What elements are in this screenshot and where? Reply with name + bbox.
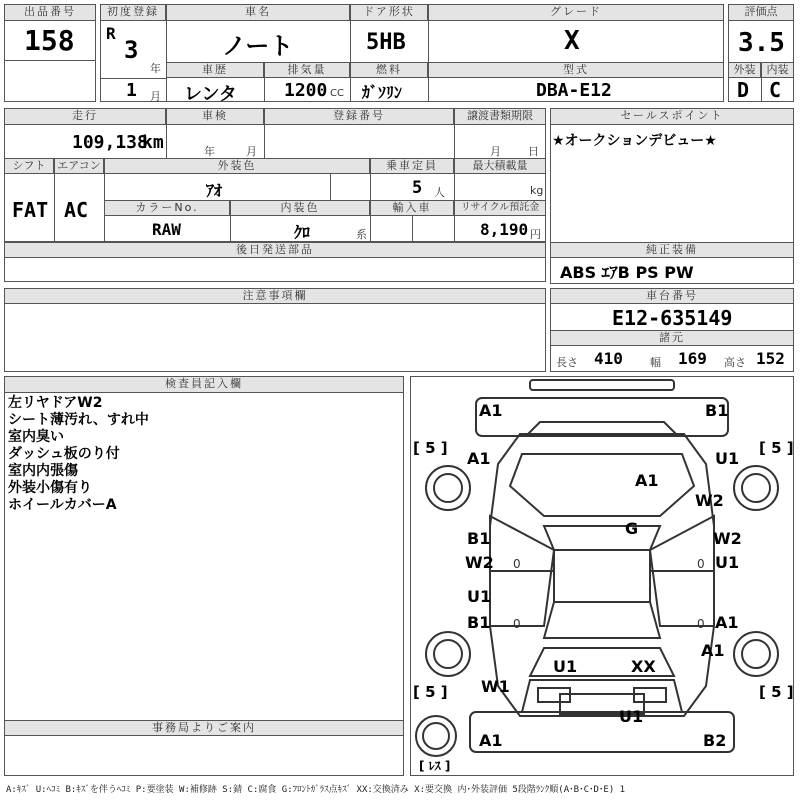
displacement-header: 排気量	[264, 62, 350, 78]
inspector-note: 左リヤドアW2	[8, 395, 103, 411]
left-rear-door-code-3: 0	[513, 617, 521, 631]
tire-front-left: [ 5 ]	[413, 439, 448, 457]
door-type: 5HB	[366, 30, 406, 55]
lot-number-header: 出品番号	[4, 4, 96, 21]
tire-front-right-value: 5	[771, 439, 782, 457]
reg-year: 3	[124, 36, 139, 64]
recycle-fee: 8,190	[480, 220, 529, 239]
year-unit: 年	[150, 62, 161, 75]
right-front-door-code-1: W2	[713, 529, 742, 548]
later-parts-header: 後日発送部品	[4, 242, 546, 258]
displacement: 1200	[284, 80, 328, 101]
fuel-header: 燃料	[350, 62, 428, 78]
specs-header: 諸元	[550, 330, 794, 346]
office-header: 事務局よりご案内	[4, 720, 404, 736]
left-rear-door-code-1: U1	[467, 587, 492, 606]
rear-bumper-right-code: B2	[703, 731, 727, 750]
sales-point: ★オークションデビュー★	[552, 133, 717, 149]
genuine-equip: ABS ｴｱB PS PW	[560, 263, 694, 282]
score: 3.5	[738, 28, 785, 58]
tire-rear-left-value: 5	[425, 683, 436, 701]
ext-color-header: 外装色	[104, 158, 370, 174]
right-rear-door-code-2: A1	[715, 613, 739, 632]
spec-length: 410	[594, 349, 623, 368]
front-right-code: B1	[705, 401, 729, 420]
left-front-fender-code: A1	[467, 449, 491, 468]
genuine-equip-header: 純正装備	[550, 242, 794, 258]
capacity-unit: 人	[434, 186, 445, 199]
month-unit: 月	[150, 90, 161, 103]
inspector-header: 検査員記入欄	[4, 376, 404, 393]
spec-height-label: 高さ	[724, 356, 746, 369]
spec-width: 169	[678, 349, 707, 368]
right-front-door-code-3: 0	[697, 557, 705, 571]
fuel: ｶﾞｿﾘﾝ	[362, 83, 403, 102]
chassis-number: E12-635149	[612, 306, 733, 330]
capacity: 5	[412, 178, 423, 198]
displacement-unit: CC	[330, 88, 344, 99]
max-load-header: 最大積載量	[454, 158, 546, 174]
model-header: 型式	[428, 62, 724, 78]
inspector-note: ホイールカバーA	[8, 497, 117, 513]
exterior-grade: D	[737, 78, 750, 102]
chassis-header: 車台番号	[550, 288, 794, 304]
spec-length-label: 長さ	[556, 356, 578, 369]
inspector-note: 室内内張傷	[8, 463, 78, 479]
mileage-unit: km	[142, 132, 164, 153]
exterior-header: 外装	[728, 62, 761, 78]
mileage: 109,138	[72, 132, 148, 153]
lot-number: 158	[24, 24, 75, 57]
left-rear-fender-code: W1	[481, 677, 510, 696]
load-unit: kg	[530, 184, 544, 197]
trunk-left-code: U1	[553, 657, 578, 676]
inspector-note: 室内臭い	[8, 429, 64, 445]
tire-rear-right-value: 5	[771, 683, 782, 701]
reg-month: 1	[126, 80, 137, 101]
interior-grade: C	[769, 78, 782, 102]
aircon: AC	[64, 198, 89, 222]
import-header: 輸入車	[370, 200, 454, 216]
aircon-header: エアコン	[54, 158, 104, 174]
left-front-door-code-3: 0	[513, 557, 521, 571]
grade: X	[564, 26, 580, 56]
tire-rear-right: [ 5 ]	[759, 683, 794, 701]
front-bumper-code: A1	[479, 401, 503, 420]
shift-header: シフト	[4, 158, 54, 174]
left-front-door-code-2: W2	[465, 553, 494, 572]
inspection-year-unit: 年	[204, 145, 215, 158]
right-front-fender-code: U1	[715, 449, 740, 468]
right-fender-code-2: W2	[695, 491, 724, 510]
sales-point-header: セールスポイント	[550, 108, 794, 125]
right-rear-door-code-1: 0	[697, 617, 705, 631]
spec-width-label: 幅	[650, 356, 661, 369]
rear-panel-code: U1	[619, 707, 644, 726]
left-front-door-code-1: B1	[467, 529, 491, 548]
left-rear-door-code-2: B1	[467, 613, 491, 632]
ext-color: ｱｵ	[206, 181, 223, 200]
recycle-header: リサイクル預託金	[454, 200, 546, 216]
roof-code: G	[625, 519, 639, 538]
inspector-notes	[8, 395, 149, 514]
color-no: RAW	[152, 220, 181, 239]
mileage-header: 走行	[4, 108, 166, 125]
shift: FAT	[12, 198, 49, 222]
recycle-unit: 円	[530, 228, 541, 241]
capacity-header: 乗車定員	[370, 158, 454, 174]
trunk-right-code: XX	[631, 657, 656, 676]
grade-header: グレード	[428, 4, 724, 21]
spare-tire: [ ﾚｽ ]	[419, 759, 451, 773]
inspection-month-unit: 月	[246, 145, 257, 158]
tire-front-right: [ 5 ]	[759, 439, 794, 457]
reg-no-header: 登録番号	[264, 108, 454, 125]
era: R	[106, 24, 116, 43]
int-color-suffix: 系	[356, 228, 367, 241]
caution-header: 注意事項欄	[4, 288, 546, 304]
rear-bumper-left-code: A1	[479, 731, 503, 750]
transfer-month-unit: 月	[490, 145, 501, 158]
transfer-doc-header: 譲渡書類期限	[454, 108, 546, 125]
door-header: ドア形状	[350, 4, 428, 21]
transfer-day-unit: 日	[528, 145, 539, 158]
car-history: レンタ	[184, 84, 237, 105]
car-outline	[410, 376, 794, 776]
score-header: 評価点	[728, 4, 794, 21]
spec-height: 152	[756, 349, 785, 368]
right-front-door-code-2: U1	[715, 553, 740, 572]
color-no-header: カラーNo.	[104, 200, 230, 216]
interior-header: 内装	[761, 62, 794, 78]
right-rear-fender-code: A1	[701, 641, 725, 660]
history-header: 車歴	[166, 62, 264, 78]
car-name-header: 車名	[166, 4, 350, 21]
inspector-note: シート薄汚れ、すれ中	[8, 412, 149, 428]
inspector-note: ダッシュ板のり付	[8, 446, 120, 462]
car-name: ノート	[222, 32, 294, 60]
hood-code: A1	[635, 471, 659, 490]
tire-rear-left: [ 5 ]	[413, 683, 448, 701]
damage-legend: A:ｷｽﾞ U:ﾍｺﾐ B:ｷｽﾞを伴うﾍｺﾐ P:要塗装 W:補修跡 S:錆 C:腐食 G:ﾌﾛﾝﾄｶﾞﾗｽ点ｷｽﾞ XX:交換済み X:要交換 内･外装評価 5段階ﾗﾝｸ順(A･B･C･D･E) 1	[6, 785, 626, 795]
model-code: DBA-E12	[536, 80, 612, 101]
inspection-header: 車検	[166, 108, 264, 125]
spare-tire-value: ﾚｽ	[428, 759, 441, 773]
inspector-note: 外装小傷有り	[8, 480, 92, 496]
int-color-header: 内装色	[230, 200, 370, 216]
int-color: ｸﾛ	[294, 223, 311, 242]
tire-front-left-value: 5	[425, 439, 436, 457]
damage-diagram	[410, 376, 794, 776]
first-reg-header: 初度登録	[100, 4, 166, 21]
